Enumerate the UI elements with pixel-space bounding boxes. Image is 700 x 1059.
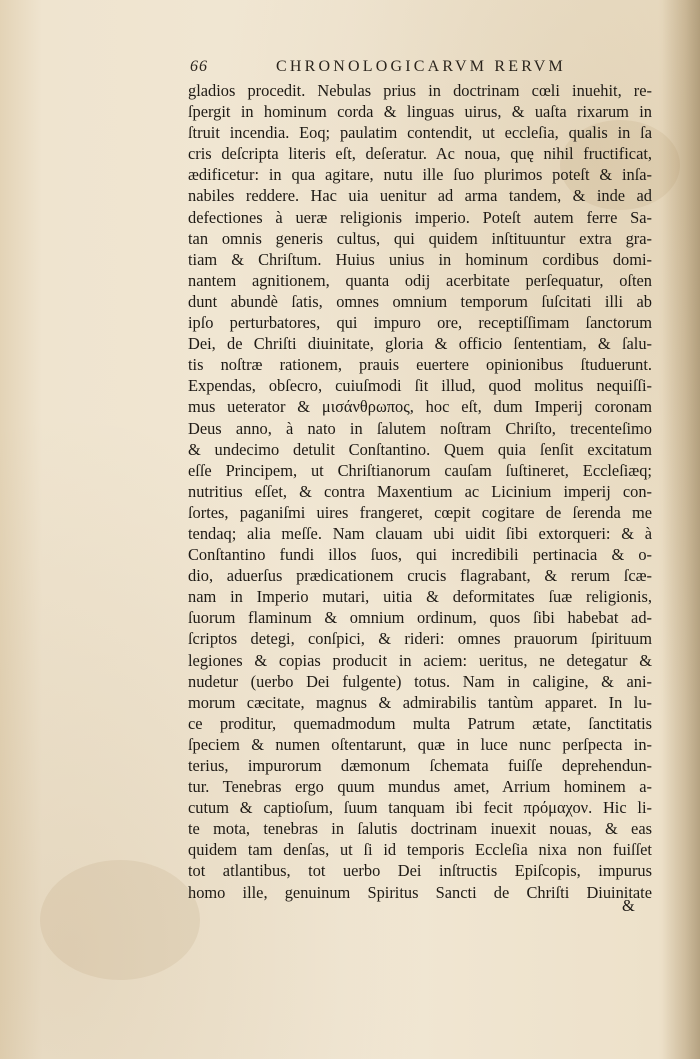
text-line: legiones & copias producit in aciem: ueritus, ne detegatur & (188, 650, 652, 670)
text-line: tan omnis generis cultus, qui quidem inſtituuntur extra gra- (188, 228, 652, 248)
text-line: Dei, de Chriſti diuinitate, gloria & officio ſententiam, & ſalu- (188, 334, 652, 354)
text-line: ſcriptos detegi, conſpici, & rideri: omnes prauorum ſpirituum (188, 629, 652, 649)
text-line: ſortes, paganiſmi uires frangeret, cœpit cogitare de ſerenda me (188, 502, 652, 522)
text-line: gladios procedit. Nebulas prius in doctrinam cœli inuehit, re- (188, 81, 652, 100)
text-line: Conſtantino fundi illos ſuos, qui incredibili pertinacia & o- (188, 545, 652, 565)
text-line: terius, impurorum dæmonum ſchemata fuiſſe deprehendun- (188, 756, 652, 775)
text-line: mus ueterator & μισάνθρωπος, hoc eſt, dum Imperij coronam (188, 397, 652, 417)
page-number: 66 (190, 58, 208, 75)
text-line: dunt abundè ſatis, omnes omnium temporum ſuſcitati illi ab (188, 291, 652, 311)
text-line: ſtruit incendia. Eoq; paulatim contendit, ut eccleſia, qualis in ſa (188, 123, 652, 143)
text-line: tur. Tenebras ergo quum mundus amet, Arrium hominem a- (188, 777, 652, 797)
text-line: tis noſtræ rationem, prauis euertere opinionibus ſtuduerunt. (188, 355, 652, 375)
text-line: nam in Imperio mutari, uitia & deformitates ſuæ religionis, (188, 587, 652, 607)
text-line: ſpeciem & numen oſtentarunt, quæ in luce nunc perſpecta in- (188, 734, 652, 754)
text-line: ſuorum flaminum & omnium ordinum, quos ſibi habebat ad- (188, 608, 652, 628)
text-line: cris deſcripta literis eſt, deſeratur. Ac noua, quę nihil fructificat, (188, 144, 652, 164)
paper-stain (40, 860, 200, 980)
page-header (190, 58, 602, 82)
text-line: defectiones à ueræ religionis imperio. Poteſt autem ferre Sa- (188, 207, 652, 227)
text-line: quidem tam denſas, ut ſi id temporis Eccleſia nixa non fuiſſet (188, 840, 652, 860)
running-head: CHRONOLOGICARVM RERVM (276, 58, 566, 75)
text-line: & undecimo detulit Conſtantino. Quem quia ſenſit excitatum (188, 439, 652, 459)
text-line: te mota, tenebras in ſalutis doctrinam inuexit nouas, & eas (188, 819, 652, 839)
text-line: nantem agnitionem, quanta odij acerbitate perſequatur, oſten (188, 270, 652, 290)
text-line: homo ille, genuinum Spiritus Sancti de Chriſti Diuinitate (188, 882, 652, 902)
text-line: ſpergit in hominum corda & linguas uirus, & uaſta rixarum in (188, 102, 652, 122)
body-text (188, 80, 652, 903)
text-line: ædificetur: in qua agitare, nutu ille ſuo plurimos poteſt & inſa- (188, 165, 652, 185)
text-line: tot atlantibus, tot uerbo Dei inſtructis Epiſcopis, impurus (188, 861, 652, 881)
text-line: nutritius eſſet, & contra Maxentium ac Licinium imperij con- (188, 481, 652, 501)
text-line: morum cæcitate, magnus & admirabilis tantùm apparet. In lu- (188, 692, 652, 712)
text-line: cutum & captioſum, ſuum tanquam ibi fecit πρόμαχον. Hic li- (188, 798, 652, 818)
catchword: & (622, 896, 635, 915)
text-line: nabiles reddere. Hac uia uenitur ad arma tandem, & inde ad (188, 186, 652, 206)
text-line: Deus anno, à nato in ſalutem noſtram Chriſto, trecenteſimo (188, 418, 652, 438)
text-line: dio, aduerſus prædicationem crucis flagrabant, & rerum ſcæ- (188, 566, 652, 586)
text-line: tendaq; alia meſſe. Nam clauam ubi uidit ſibi extorqueri: & à (188, 523, 652, 543)
text-line: ce proditur, quemadmodum multa Patrum ætate, ſanctitatis (188, 713, 652, 733)
text-line: nudetur (uerbo Dei fulgente) totus. Nam in caligine, & ani- (188, 671, 652, 691)
text-line: eſſe Principem, ut Chriſtianorum cauſam ſuſtineret, Eccleſiæq; (188, 460, 652, 480)
text-line: tiam & Chriſtum. Huius unius in hominum cordibus domi- (188, 249, 652, 269)
text-line: ipſo perturbatores, qui impuro ore, receptiſſimam ſanctorum (188, 313, 652, 333)
text-line: Expendas, obſecro, cuiuſmodi ſit illud, quod molitus nequiſſi- (188, 376, 652, 396)
